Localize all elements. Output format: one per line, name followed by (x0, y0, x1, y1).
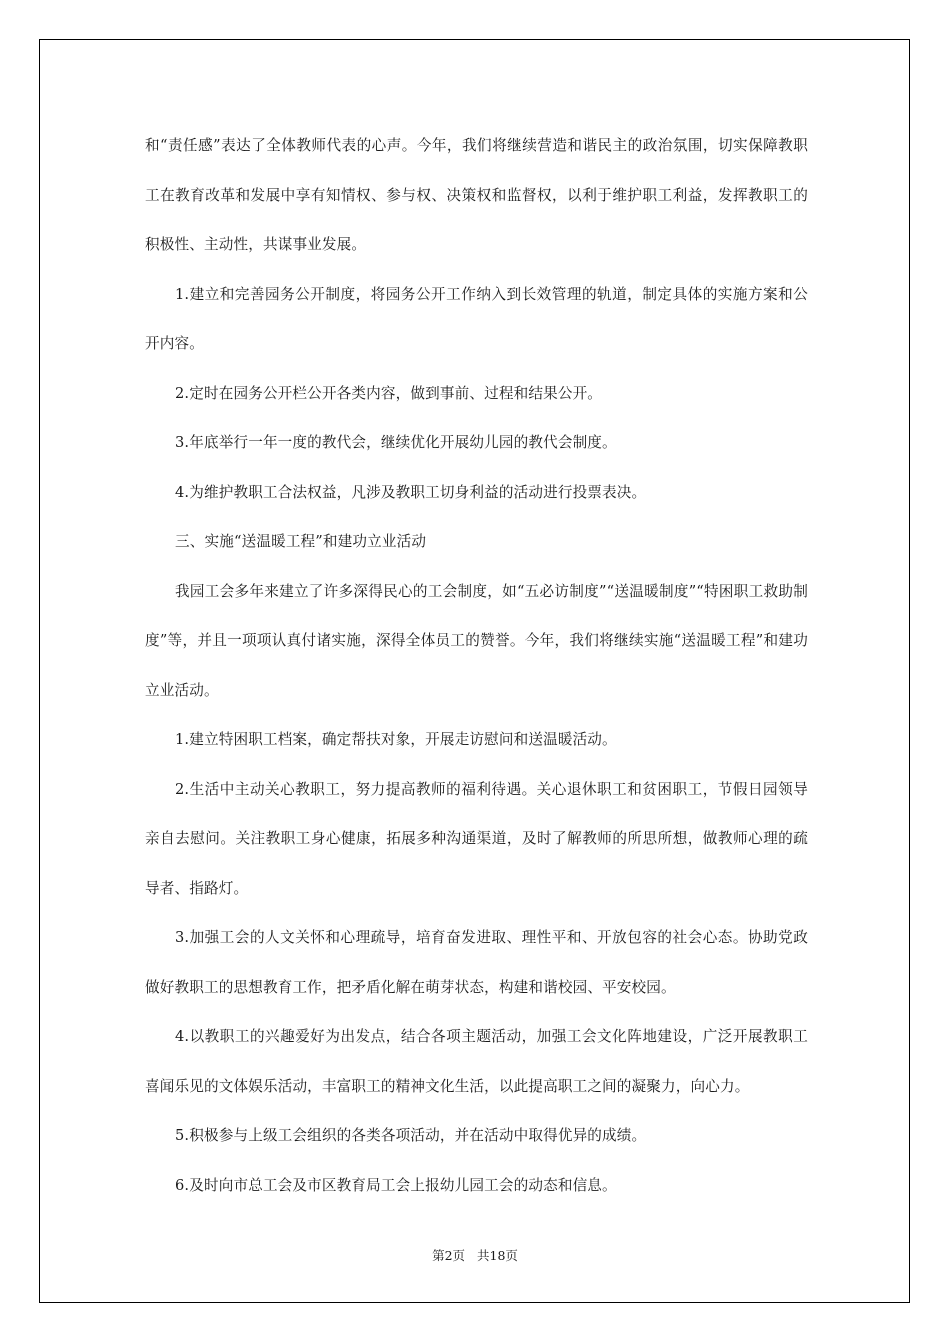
paragraph-13: 6.及时向市总工会及市区教育局工会上报幼儿园工会的动态和信息。 (175, 1176, 617, 1194)
paragraph-10: 3.加强工会的人文关怀和心理疏导，培育奋发进取、理性平和、开放包容的社会心态。协助党政做好教职工的思想教育工作，把矛盾化解在萌芽状态，构建和谐校园、平安校园。 (145, 929, 808, 996)
paragraph-12: 5.积极参与上级工会组织的各类各项活动，并在活动中取得优异的成绩。 (175, 1127, 647, 1144)
section-heading: 三、实施“送温暖工程”和建功立业活动 (175, 533, 427, 550)
paragraph-8: 1.建立特困职工档案，确定帮扶对象，开展走访慰问和送温暖活动。 (175, 731, 617, 748)
page-number: 第2页 (432, 1248, 466, 1263)
paragraph-3: 2.定时在园务公开栏公开各类内容，做到事前、过程和结果公开。 (175, 384, 603, 402)
document-body (145, 121, 808, 1210)
paragraph-5: 4.为维护教职工合法权益，凡涉及教职工切身利益的活动进行投票表决。 (175, 483, 647, 501)
paragraph-9: 2.生活中主动关心教职工，努力提高教师的福利待遇。关心退休职工和贫困职工，节假日园领导亲自去慰问。关注教职工身心健康，拓展多种沟通渠道，及时了解教师的所思所想，做教师心理的疏导者、指路灯。 (145, 780, 808, 897)
paragraph-1: 和“责任感”表达了全体教师代表的心声。今年，我们将继续营造和谐民主的政治氛围，切实保障教职工在教育改革和发展中享有知情权、参与权、决策权和监督权，以利于维护职工利益，发挥教职工的积极性、主动性，共谋事业发展。 (145, 137, 808, 253)
paragraph-11: 4.以教职工的兴趣爱好为出发点，结合各项主题活动，加强工会文化阵地建设，广泛开展教职工喜闻乐见的文体娱乐活动，丰富职工的精神文化生活，以此提高职工之间的凝聚力，向心力。 (145, 1028, 808, 1095)
paragraph-4: 3.年底举行一年一度的教代会，继续优化开展幼儿园的教代会制度。 (175, 434, 617, 451)
page-total: 共18页 (477, 1248, 518, 1263)
paragraph-7: 我园工会多年来建立了许多深得民心的工会制度，如“五必访制度”“送温暖制度”“特困职工救助制度”等，并且一项项认真付诸实施，深得全体员工的赞誉。今年，我们将继续实施“送温暖工程”和建功立业活动。 (145, 582, 808, 699)
paragraph-2: 1.建立和完善园务公开制度，将园务公开工作纳入到长效管理的轨道，制定具体的实施方案和公开内容。 (145, 285, 808, 352)
page-footer (0, 1246, 950, 1266)
